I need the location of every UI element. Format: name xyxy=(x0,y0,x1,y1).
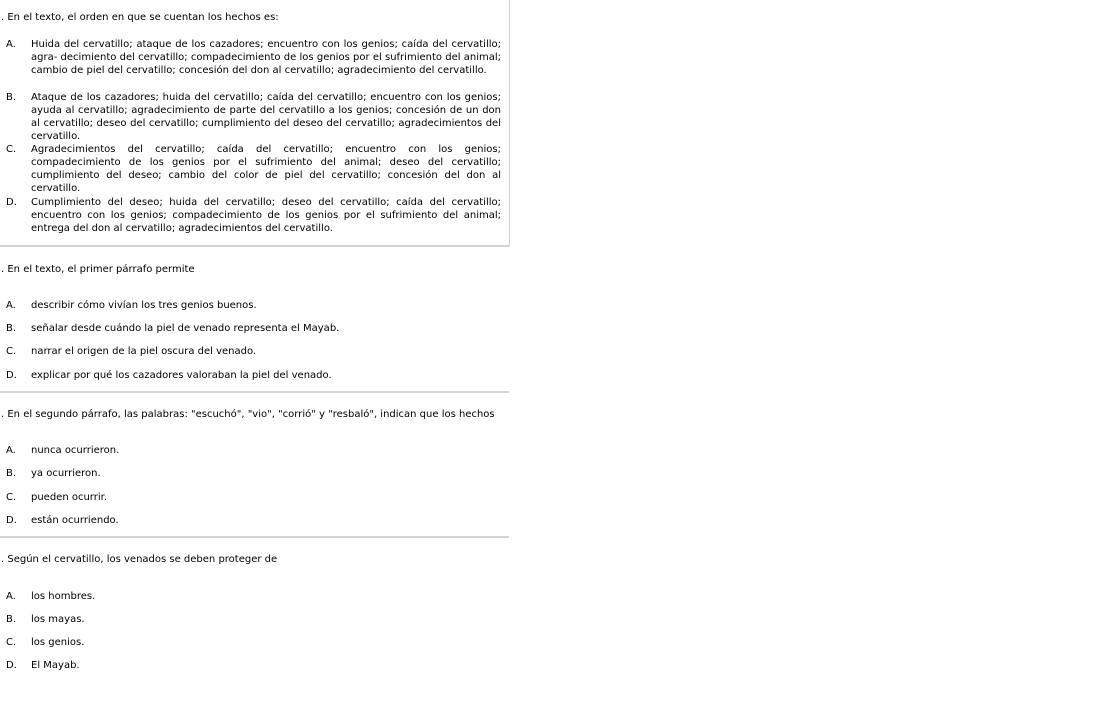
option-text: nunca ocurrieron. xyxy=(31,445,120,456)
option-text: los hombres. xyxy=(31,591,96,602)
option-letter: D. xyxy=(6,660,17,671)
option-letter: B. xyxy=(6,323,17,334)
option-text: los genios. xyxy=(31,637,85,648)
question-stem: . En el texto, el orden en que se cuentan los hechos es: xyxy=(1,12,279,23)
option-letter: A. xyxy=(6,591,16,602)
option-text: explicar por qué los cazadores valoraban la piel del venado. xyxy=(31,370,332,381)
option-letter: B. xyxy=(6,614,17,625)
option-text: Ataque de los cazadores; huida del cervatillo; caída del cervatillo; encuentro con los genios; ayuda al cervatillo; agradecimiento de parte del cervatillo a los genios; concesión de un don al cervatillo; deseo del cervatillo; cumplimiento del deseo del cervatillo; agradecimientos del cervatillo. xyxy=(31,92,501,142)
question-stem: . En el segundo párrafo, las palabras: "escuchó", "vio", "corrió" y "resbaló", indican que los hechos xyxy=(1,409,495,420)
option-letter: C. xyxy=(6,346,17,357)
option-letter: A. xyxy=(6,39,16,50)
option-text: están ocurriendo. xyxy=(31,515,119,526)
question-divider xyxy=(0,391,509,393)
option-text: ya ocurrieron. xyxy=(31,468,101,479)
option-letter: D. xyxy=(6,197,17,208)
option-text: señalar desde cuándo la piel de venado representa el Mayab. xyxy=(31,323,340,334)
option-letter: D. xyxy=(6,370,17,381)
option-text: Huida del cervatillo; ataque de los cazadores; encuentro con los genios; caída del cervatillo; agra- decimiento del cervatillo; compadecimiento de los genios por el sufrimiento del animal; cambio de piel del cervatillo; concesión del don al cervatillo; agradecimiento del cervatillo. xyxy=(31,39,501,76)
question-1 xyxy=(0,0,510,246)
question-stem: . Según el cervatillo, los venados se deben proteger de xyxy=(1,554,278,565)
question-stem: . En el texto, el primer párrafo permite xyxy=(1,264,195,275)
option-letter: A. xyxy=(6,445,16,456)
question-divider xyxy=(0,245,509,247)
option-text: pueden ocurrir. xyxy=(31,492,108,503)
option-text: describir cómo vivían los tres genios buenos. xyxy=(31,300,257,311)
question-divider xyxy=(0,536,509,538)
option-text: los mayas. xyxy=(31,614,85,625)
option-text: Agradecimientos del cervatillo; caída del cervatillo; encuentro con los genios; compadecimiento de los genios por el sufrimiento del animal; deseo del cervatillo; cumplimiento del deseo; cambio del color de piel del cervatillo; concesión del don al cervatillo. xyxy=(31,144,501,194)
option-text: El Mayab. xyxy=(31,660,80,671)
option-letter: C. xyxy=(6,492,17,503)
option-text: Cumplimiento del deseo; huida del cervatillo; deseo del cervatillo; caída del cervatillo; encuentro con los genios; compadecimiento de los genios por el sufrimiento del animal; entrega del don al cervatillo; agradecimientos del cervatillo. xyxy=(31,197,501,234)
option-letter: A. xyxy=(6,300,16,311)
option-letter: C. xyxy=(6,144,17,155)
option-letter: C. xyxy=(6,637,17,648)
option-letter: B. xyxy=(6,92,17,103)
option-letter: B. xyxy=(6,468,17,479)
option-text: narrar el origen de la piel oscura del venado. xyxy=(31,346,257,357)
option-letter: D. xyxy=(6,515,17,526)
